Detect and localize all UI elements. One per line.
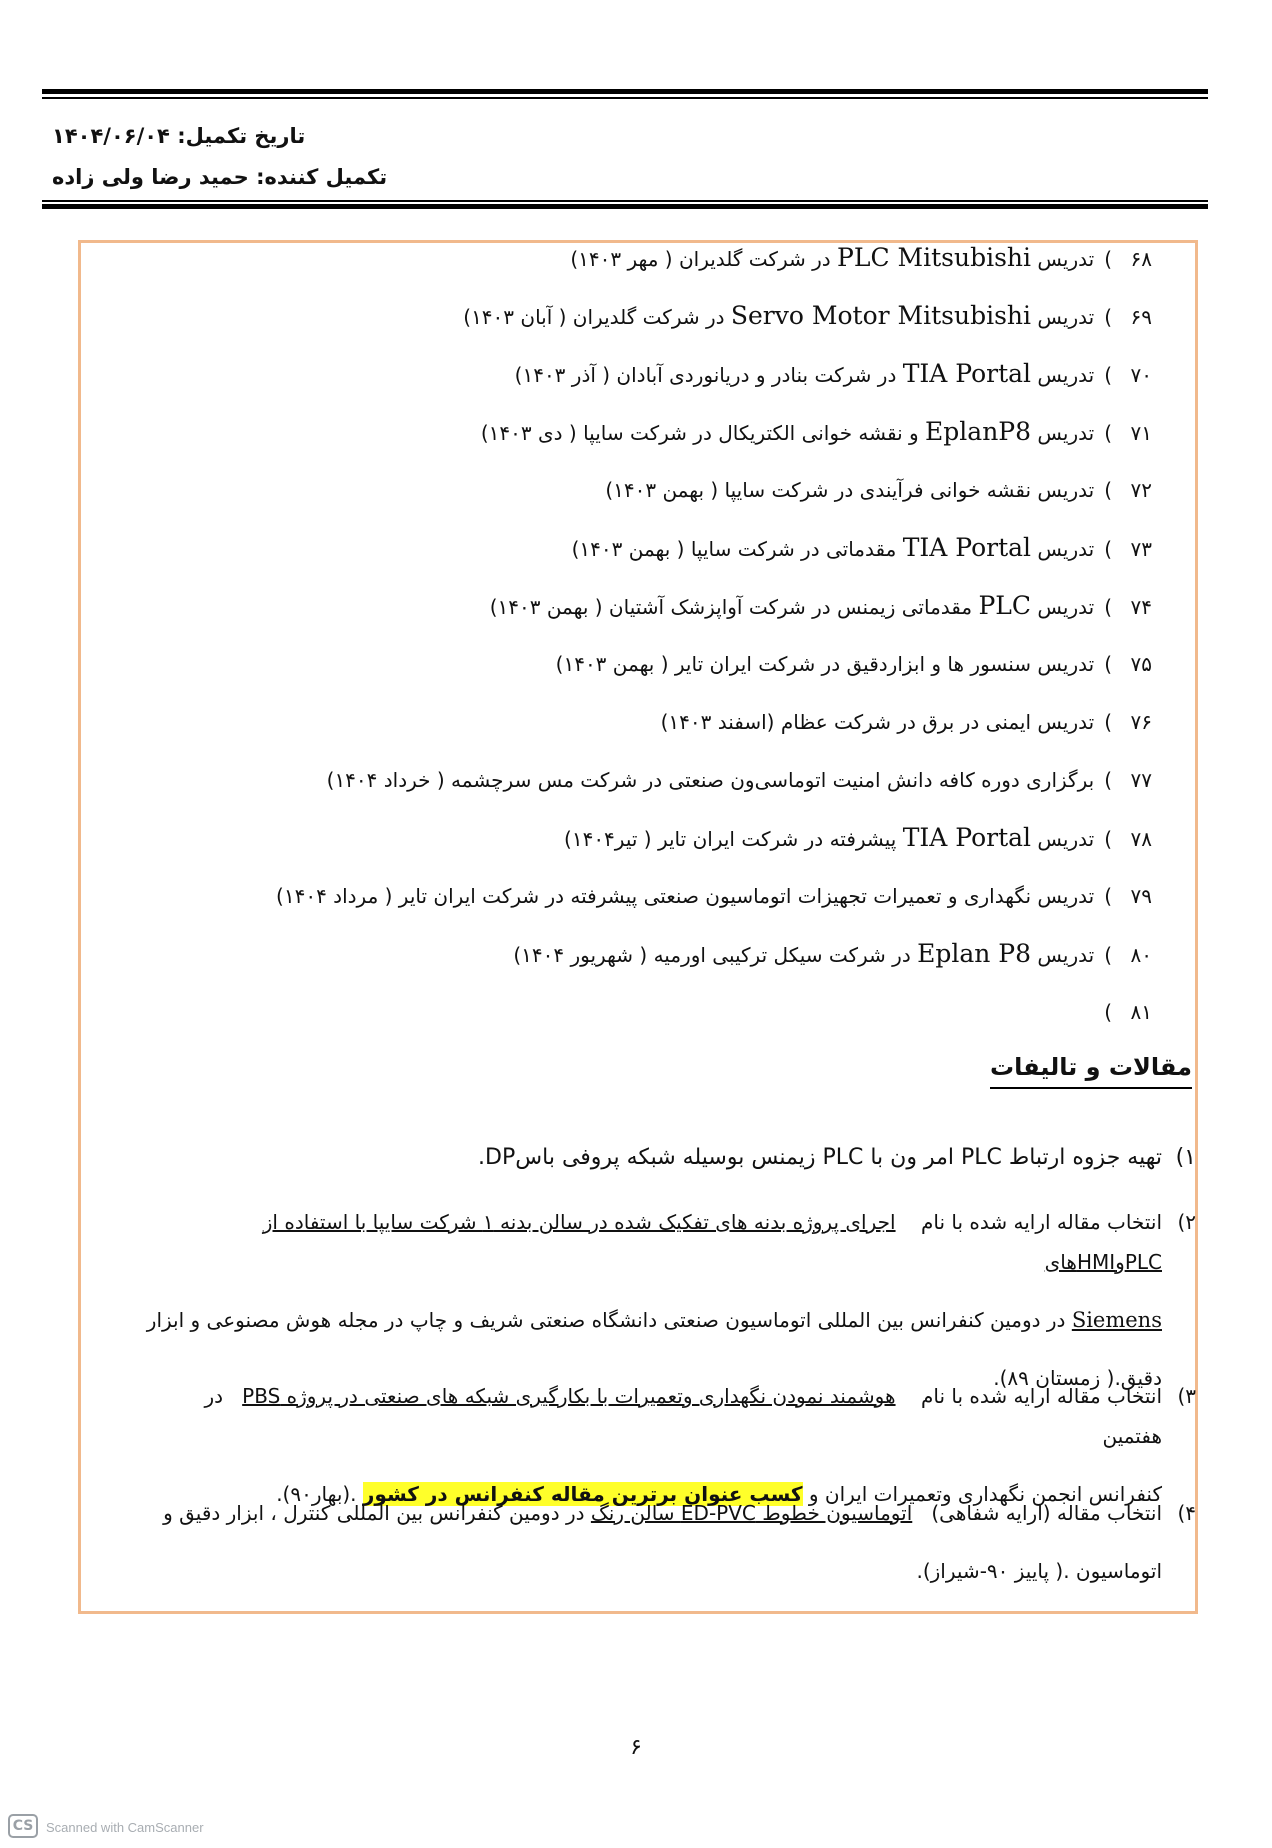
article-2-line-3: دقیق.( زمستان ۸۹). <box>993 1366 1162 1390</box>
highlighted-award: کسب عنوان برترین مقاله کنفرانس در کشور <box>362 1482 803 1506</box>
article-4-line-2: اتوماسیون .( پاییز ۹۰-شیراز). <box>916 1559 1162 1583</box>
list-item: ۷۸)تدریس TIA Portal پیشرفته در شرکت ایران تایر ( تیر۱۴۰۴) <box>564 823 1152 852</box>
article-3-line-1: انتخاب مقاله ارایه شده با نام هوشمند نمودن نگهداری وتعمیرات با بکارگیری شبکه های صنعتی در پروژه PBS در هفتمین <box>204 1384 1162 1448</box>
header-top-rule-thick <box>42 89 1208 94</box>
list-item: ۷۰)تدریس TIA Portal در شرکت بنادر و دریانوردی آبادان ( آذر ۱۴۰۳) <box>514 359 1152 388</box>
list-item: ۷۹)تدریس نگهداری و تعمیرات تجهیزات اتوماسیون صنعتی پیشرفته در شرکت ایران تایر ( مرداد ۱۴۰۴) <box>276 884 1152 908</box>
list-item: ۷۳)تدریس TIA Portal مقدماتی در شرکت سایپا ( بهمن ۱۴۰۳) <box>571 533 1152 562</box>
header-bottom-rule-thick <box>42 204 1208 209</box>
scanner-watermark: Scanned with CamScanner <box>46 1820 204 1835</box>
list-item: ۷۵)تدریس سنسور ها و ابزاردقیق در شرکت ایران تایر ( بهمن ۱۴۰۳) <box>555 652 1152 676</box>
article-2-line-2: Siemens در دومین کنفرانس بین المللی اتوماسیون صنعتی دانشگاه صنعتی شریف و چاپ در مجله هوش مصنوعی و ابزار <box>146 1308 1162 1332</box>
header-bottom-rule-thin <box>42 200 1208 202</box>
article-2-line-1: انتخاب مقاله ارایه شده با نام اجرای پروژه بدنه های تفکیک شده در سالن بدنه ۱ شرکت سایپا با استفاده از PLCوHMIهای <box>262 1210 1162 1274</box>
list-item: ۶۸)تدریس PLC Mitsubishi در شرکت گلدیران ( مهر ۱۴۰۳) <box>570 243 1152 272</box>
article-2: ۲) انتخاب مقاله ارایه شده با نام اجرای پروژه بدنه های تفکیک شده در سالن بدنه ۱ شرکت سایپا با استفاده از PLCوHMIهای Siemens در دومین کنفرانس بین المللی اتوماسیون صنعتی دانشگاه صنعتی شریف و چاپ در مجله هوش مصنوعی و ابزار دقیق.( زمستان ۸۹). <box>142 1202 1162 1398</box>
article-4-line-1: انتخاب مقاله (ارایه شفاهی) اتوماسیون خطوط ED-PVC سالن رنگ در دومین کنفرانس بین المللی کنترل ، ابزار دقیق و <box>163 1501 1162 1525</box>
list-item: ۷۶)تدریس ایمنی در برق در شرکت عظام (اسفند ۱۴۰۳) <box>660 710 1152 734</box>
list-item: ۷۱)تدریس EplanP8 و نقشه خوانی الکتریکال در شرکت سایپا ( دی ۱۴۰۳) <box>480 417 1152 446</box>
list-item: ۷۷)برگزاری دوره کافه دانش امنیت اتوماسی‌ون صنعتی در شرکت مس سرچشمه ( خرداد ۱۴۰۴) <box>326 768 1152 792</box>
list-item: ۷۲)تدریس نقشه خوانی فرآیندی در شرکت سایپا ( بهمن ۱۴۰۳) <box>605 478 1152 502</box>
page-number: ۶ <box>630 1735 642 1760</box>
list-item: ۶۹)تدریس Servo Motor Mitsubishi در شرکت گلدیران ( آبان ۱۴۰۳) <box>463 301 1152 330</box>
article-1: ۱) تهیه جزوه ارتباط PLC امر ون با PLC زیمنس بوسیله شبکه پروفی باسDP. <box>478 1145 1196 1170</box>
list-item: ۸۱) <box>1104 1000 1152 1024</box>
article-3-line-2: کنفرانس انجمن نگهداری وتعمیرات ایران و کسب عنوان برترین مقاله کنفرانس در کشور .(بهار۹۰). <box>276 1482 1162 1506</box>
completed-by: تکمیل کننده: حمید رضا ولی زاده <box>52 165 388 189</box>
list-item: ۷۴)تدریس PLC مقدماتی زیمنس در شرکت آواپزشک آشتیان ( بهمن ۱۴۰۳) <box>489 591 1152 620</box>
header-top-rule-thin <box>42 97 1208 99</box>
camscanner-logo-icon: CS <box>8 1814 38 1838</box>
section-title: مقالات و تالیفات <box>990 1053 1192 1089</box>
completion-date: تاریخ تکمیل: ۱۴۰۴/۰۶/۰۴ <box>52 124 306 148</box>
article-3: ۳) انتخاب مقاله ارایه شده با نام هوشمند نمودن نگهداری وتعمیرات با بکارگیری شبکه های صنعتی در پروژه PBS در هفتمین کنفرانس انجمن نگهداری وتعمیرات ایران و کسب عنوان برترین مقاله کنفرانس در کشور .(بهار۹۰). <box>142 1376 1162 1514</box>
list-item: ۸۰)تدریس Eplan P8 در شرکت سیکل ترکیبی اورمیه ( شهریور ۱۴۰۴) <box>513 939 1152 968</box>
article-4: ۴) انتخاب مقاله (ارایه شفاهی) اتوماسیون خطوط ED-PVC سالن رنگ در دومین کنفرانس بین المللی کنترل ، ابزار دقیق و اتوماسیون .( پاییز ۹۰-شیراز). <box>142 1493 1162 1591</box>
